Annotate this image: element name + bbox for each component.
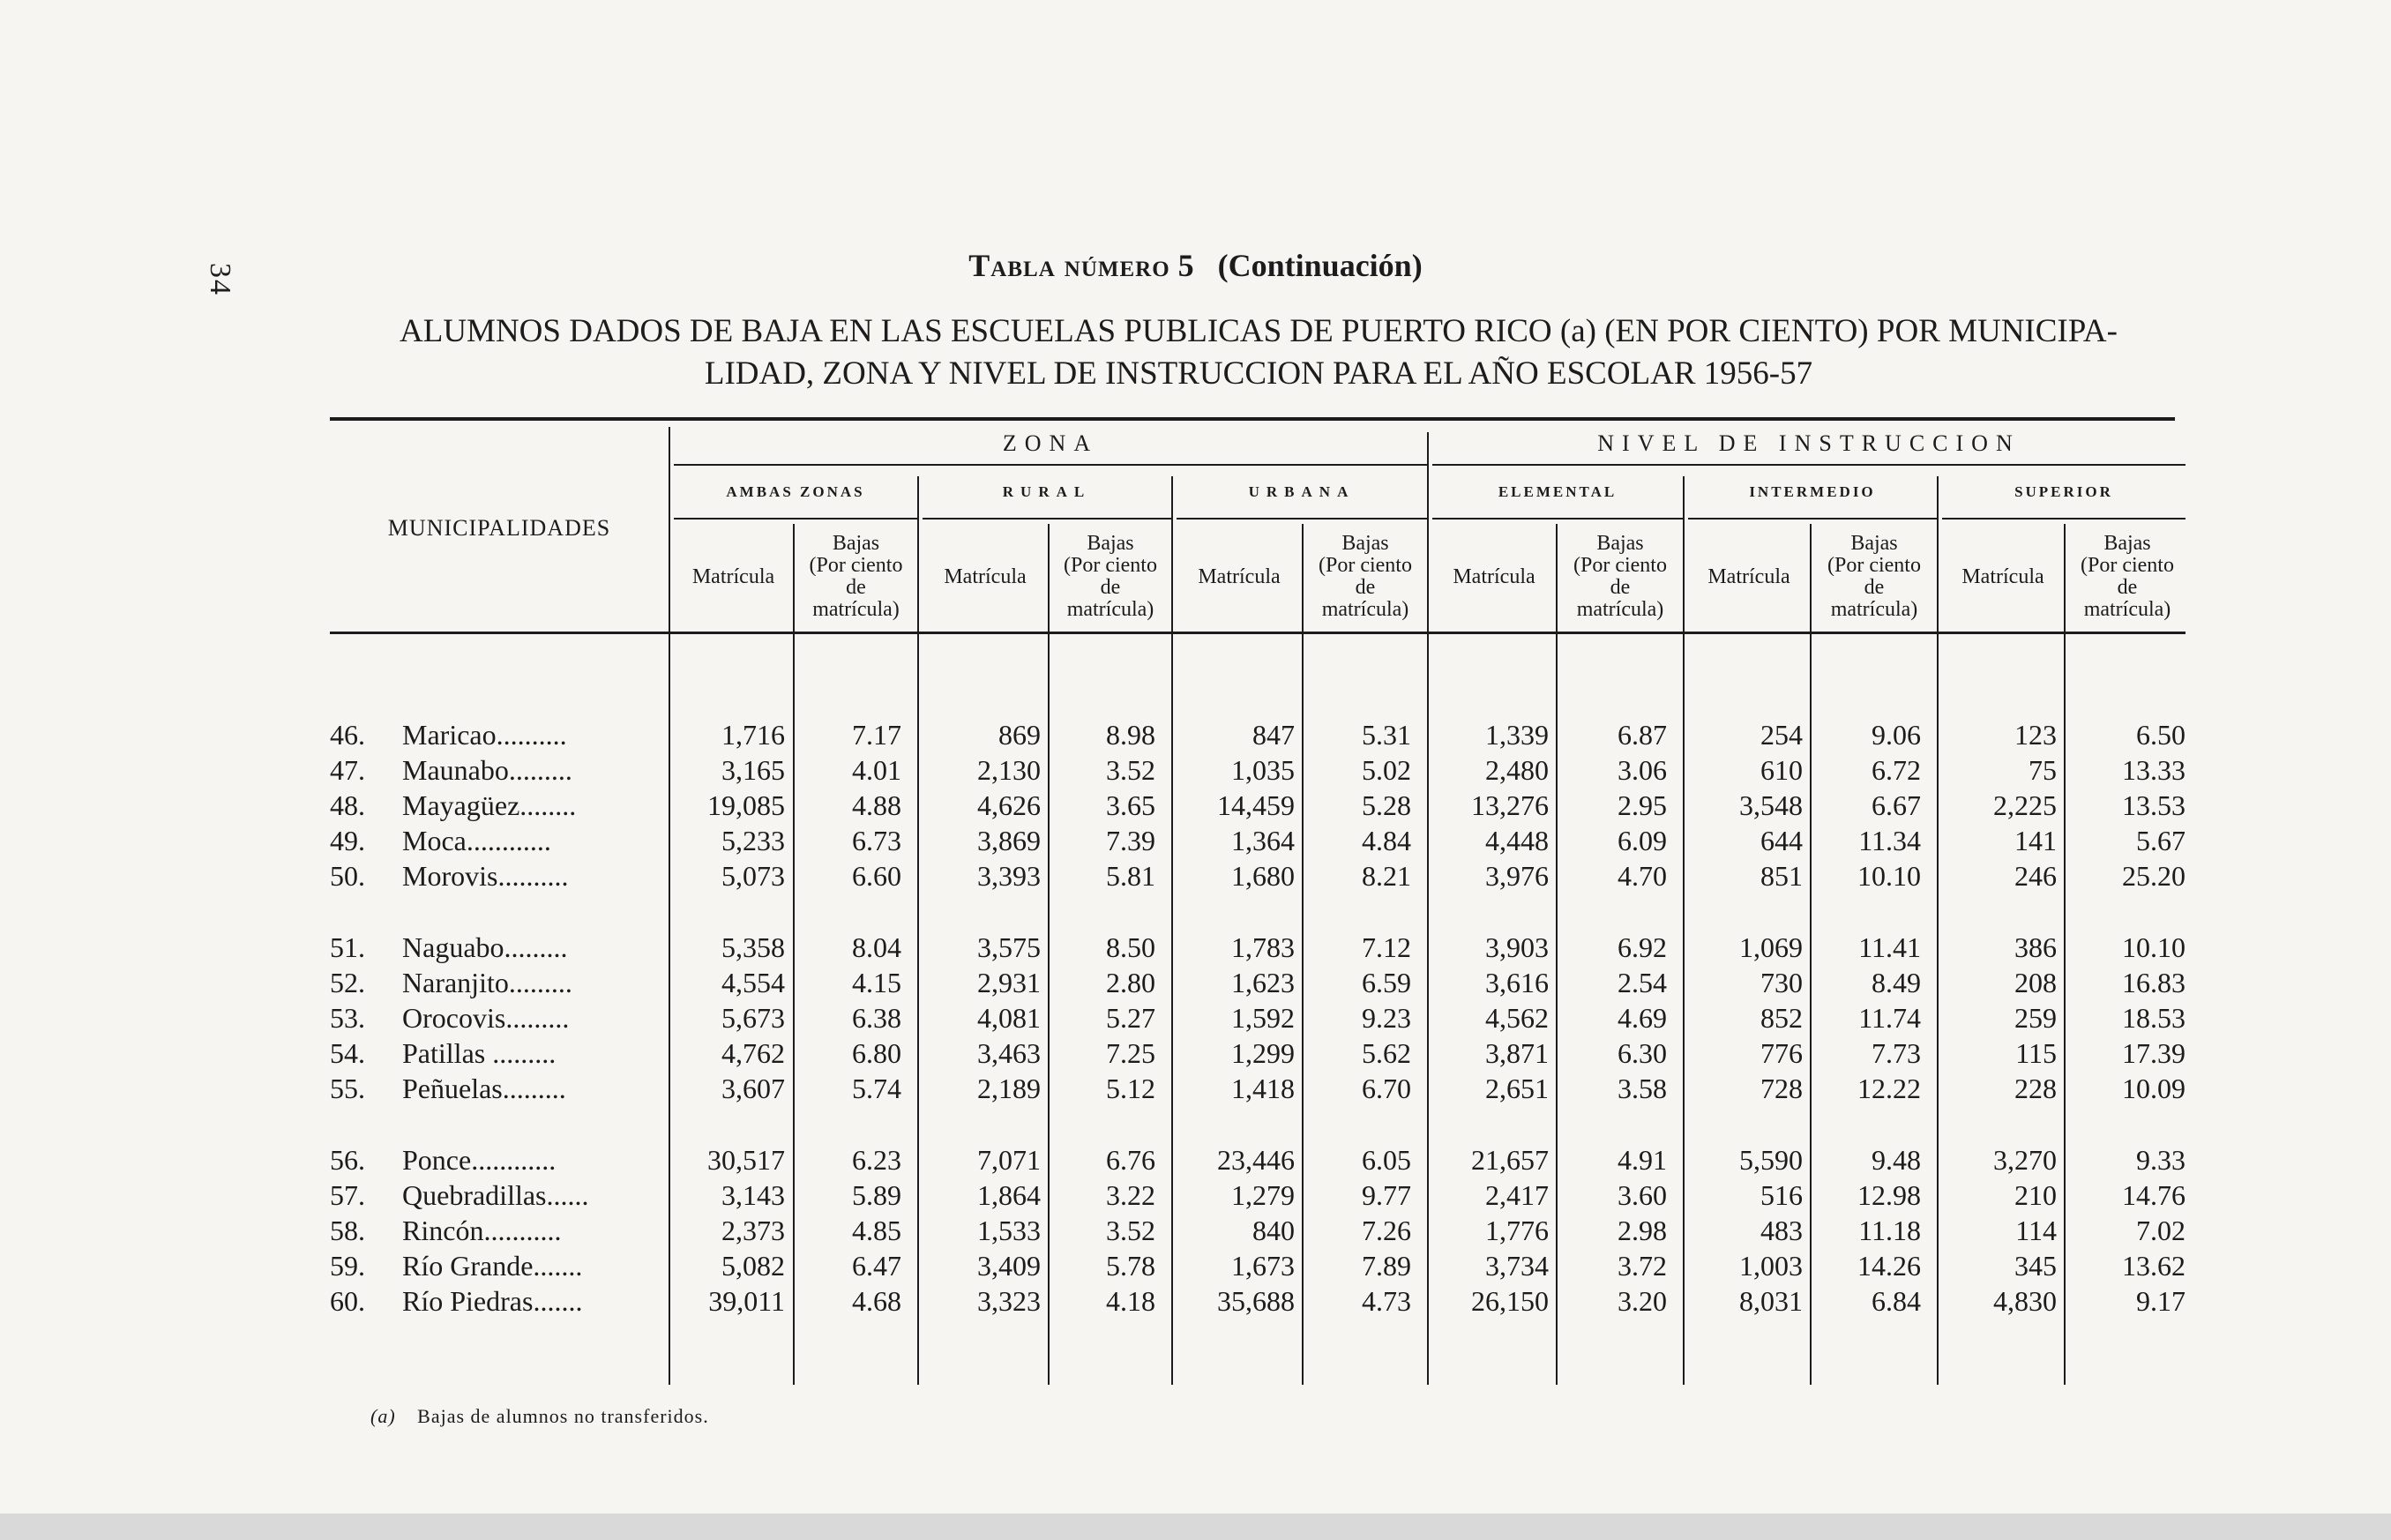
bajas-cell: 8.49 xyxy=(1872,967,1921,998)
bajas-col-header xyxy=(795,533,917,621)
municipality-name: Maricao.......... xyxy=(402,719,567,751)
bajas-col-header-line: (Por ciento xyxy=(1064,554,1157,577)
bajas-cell: 3.60 xyxy=(1618,1179,1667,1211)
bajas-cell: 7.73 xyxy=(1872,1037,1921,1069)
bajas-cell: 8.50 xyxy=(1106,931,1155,963)
bajas-cell: 7.02 xyxy=(2136,1215,2186,1246)
row-number: 47. xyxy=(330,754,365,786)
matricula-cell: 3,393 xyxy=(977,860,1041,892)
zona-header: ZONA xyxy=(1002,430,1099,456)
matricula-cell: 1,364 xyxy=(1231,825,1295,856)
bajas-cell: 4.84 xyxy=(1362,825,1411,856)
matricula-cell: 7,071 xyxy=(977,1144,1041,1176)
row-number: 49. xyxy=(330,825,365,856)
matricula-cell: 2,480 xyxy=(1485,754,1549,786)
bajas-cell: 5.12 xyxy=(1106,1073,1155,1104)
table-row xyxy=(0,1142,2391,1177)
matricula-cell: 1,623 xyxy=(1231,967,1295,998)
table-row xyxy=(0,1283,2391,1319)
sub-divider-intermedio xyxy=(1688,518,1937,520)
matricula-cell: 228 xyxy=(2014,1073,2057,1104)
matricula-cell: 1,279 xyxy=(1231,1179,1295,1211)
row-number: 53. xyxy=(330,1002,365,1034)
matricula-cell: 254 xyxy=(1760,719,1803,751)
top-rule xyxy=(330,417,2175,421)
bajas-col-header-line: de xyxy=(1355,576,1376,599)
matricula-cell: 5,233 xyxy=(721,825,785,856)
footnote xyxy=(370,1405,709,1428)
bajas-cell: 14.76 xyxy=(2122,1179,2186,1211)
bajas-cell: 10.10 xyxy=(1857,860,1921,892)
table-row xyxy=(0,788,2391,823)
bajas-cell: 6.67 xyxy=(1872,789,1921,821)
bajas-col-header-line: Bajas xyxy=(1341,532,1389,555)
row-number: 51. xyxy=(330,931,365,963)
table-title xyxy=(0,247,2391,284)
bajas-cell: 6.38 xyxy=(852,1002,901,1034)
bajas-cell: 2.95 xyxy=(1618,789,1667,821)
bajas-cell: 3.52 xyxy=(1106,754,1155,786)
bajas-cell: 11.18 xyxy=(1858,1215,1921,1246)
bajas-col-header xyxy=(1304,533,1427,621)
matricula-cell: 2,651 xyxy=(1485,1073,1549,1104)
matricula-cell: 3,463 xyxy=(977,1037,1041,1069)
sub-divider-superior xyxy=(1942,518,2186,520)
matricula-cell: 1,783 xyxy=(1231,931,1295,963)
matricula-cell: 1,680 xyxy=(1231,860,1295,892)
municipality-name: Ponce............ xyxy=(402,1144,557,1176)
bajas-cell: 7.89 xyxy=(1362,1250,1411,1282)
municipality-name: Morovis.......... xyxy=(402,860,569,892)
table-title-number: 5 xyxy=(1177,248,1194,283)
bajas-cell: 9.77 xyxy=(1362,1179,1411,1211)
matricula-cell: 3,165 xyxy=(721,754,785,786)
bajas-col-header-line: (Por ciento xyxy=(1319,554,1412,577)
bajas-cell: 11.41 xyxy=(1858,931,1921,963)
matricula-cell: 210 xyxy=(2014,1179,2057,1211)
matricula-cell: 75 xyxy=(2029,754,2057,786)
matricula-cell: 4,081 xyxy=(977,1002,1041,1034)
matricula-cell: 3,903 xyxy=(1485,931,1549,963)
bajas-col-header xyxy=(1812,533,1937,621)
bajas-cell: 6.73 xyxy=(852,825,901,856)
bajas-cell: 2.98 xyxy=(1618,1215,1667,1246)
municipality-name: Río Piedras....... xyxy=(402,1285,583,1317)
bajas-cell: 3.65 xyxy=(1106,789,1155,821)
bajas-cell: 6.30 xyxy=(1618,1037,1667,1069)
matricula-cell: 5,673 xyxy=(721,1002,785,1034)
bajas-cell: 6.05 xyxy=(1362,1144,1411,1176)
matricula-cell: 2,417 xyxy=(1485,1179,1549,1211)
municipalidades-header: MUNICIPALIDADES xyxy=(387,515,611,541)
ambas-zonas-header: AMBAS ZONAS xyxy=(726,483,865,500)
bajas-cell: 3.06 xyxy=(1618,754,1667,786)
matricula-cell: 30,517 xyxy=(707,1144,785,1176)
bajas-cell: 6.80 xyxy=(852,1037,901,1069)
matricula-cell: 1,035 xyxy=(1231,754,1295,786)
bajas-cell: 12.22 xyxy=(1857,1073,1921,1104)
bajas-col-header-line: matrícula) xyxy=(812,598,900,621)
bajas-col-header-line: (Por ciento xyxy=(1827,554,1921,577)
bajas-cell: 16.83 xyxy=(2122,967,2186,998)
bajas-col-header xyxy=(1050,533,1171,621)
table-row xyxy=(0,1213,2391,1248)
table-row xyxy=(0,1071,2391,1106)
matricula-cell: 516 xyxy=(1760,1179,1803,1211)
bajas-col-header-line: de xyxy=(1864,576,1885,599)
bajas-cell: 10.09 xyxy=(2122,1073,2186,1104)
matricula-cell: 19,085 xyxy=(707,789,785,821)
matricula-cell: 2,931 xyxy=(977,967,1041,998)
bajas-cell: 14.26 xyxy=(1857,1250,1921,1282)
matricula-cell: 1,716 xyxy=(721,719,785,751)
municipality-name: Mayagüez........ xyxy=(402,789,577,821)
table-row xyxy=(0,1177,2391,1213)
bajas-cell: 9.48 xyxy=(1872,1144,1921,1176)
matricula-cell: 2,373 xyxy=(721,1215,785,1246)
matricula-cell: 3,323 xyxy=(977,1285,1041,1317)
bajas-cell: 6.47 xyxy=(852,1250,901,1282)
bajas-cell: 13.62 xyxy=(2122,1250,2186,1282)
nivel-divider xyxy=(1432,464,2186,466)
matricula-cell: 114 xyxy=(2015,1215,2057,1246)
table-row xyxy=(0,823,2391,858)
bajas-cell: 7.17 xyxy=(852,719,901,751)
matricula-cell: 483 xyxy=(1760,1215,1803,1246)
bajas-col-header-line: Bajas xyxy=(1596,532,1644,555)
matricula-cell: 3,548 xyxy=(1739,789,1803,821)
matricula-cell: 610 xyxy=(1760,754,1803,786)
matricula-cell: 208 xyxy=(2014,967,2057,998)
bajas-cell: 9.06 xyxy=(1872,719,1921,751)
matricula-cell: 776 xyxy=(1760,1037,1803,1069)
bajas-cell: 13.53 xyxy=(2122,789,2186,821)
matricula-cell: 3,143 xyxy=(721,1179,785,1211)
bajas-cell: 18.53 xyxy=(2122,1002,2186,1034)
bajas-cell: 5.02 xyxy=(1362,754,1411,786)
matricula-cell: 1,673 xyxy=(1231,1250,1295,1282)
matricula-cell: 1,069 xyxy=(1739,931,1803,963)
matricula-cell: 1,299 xyxy=(1231,1037,1295,1069)
matricula-cell: 13,276 xyxy=(1471,789,1549,821)
bajas-cell: 9.33 xyxy=(2136,1144,2186,1176)
matricula-cell: 123 xyxy=(2014,719,2057,751)
matricula-cell: 14,459 xyxy=(1217,789,1295,821)
bajas-cell: 6.84 xyxy=(1872,1285,1921,1317)
bajas-cell: 5.62 xyxy=(1362,1037,1411,1069)
bajas-cell: 3.22 xyxy=(1106,1179,1155,1211)
matricula-col-header: Matrícula xyxy=(691,565,775,588)
bajas-cell: 2.80 xyxy=(1106,967,1155,998)
bajas-cell: 6.23 xyxy=(852,1144,901,1176)
row-number: 57. xyxy=(330,1179,365,1211)
bajas-col-header-line: (Por ciento xyxy=(809,554,903,577)
table-row xyxy=(0,1035,2391,1071)
bajas-cell: 3.52 xyxy=(1106,1215,1155,1246)
matricula-cell: 141 xyxy=(2014,825,2057,856)
bajas-col-header-line: (Por ciento xyxy=(1573,554,1667,577)
row-number: 58. xyxy=(330,1215,365,1246)
matricula-cell: 840 xyxy=(1252,1215,1295,1246)
matricula-col-header: Matrícula xyxy=(1198,565,1281,588)
bajas-col-header-line: matrícula) xyxy=(1576,598,1664,621)
bajas-cell: 5.78 xyxy=(1106,1250,1155,1282)
row-number: 52. xyxy=(330,967,365,998)
matricula-cell: 2,225 xyxy=(1993,789,2057,821)
matricula-col-header: Matrícula xyxy=(1707,565,1790,588)
matricula-cell: 259 xyxy=(2014,1002,2057,1034)
matricula-cell: 1,003 xyxy=(1739,1250,1803,1282)
matricula-cell: 2,189 xyxy=(977,1073,1041,1104)
matricula-cell: 23,446 xyxy=(1217,1144,1295,1176)
bajas-cell: 8.21 xyxy=(1362,860,1411,892)
bajas-cell: 6.60 xyxy=(852,860,901,892)
bajas-cell: 3.58 xyxy=(1618,1073,1667,1104)
footnote-mark: (a) xyxy=(370,1405,396,1427)
municipality-name: Patillas ......... xyxy=(402,1037,557,1069)
matricula-col-header: Matrícula xyxy=(1453,565,1535,588)
bajas-cell: 6.59 xyxy=(1362,967,1411,998)
bajas-cell: 4.91 xyxy=(1618,1144,1667,1176)
bajas-cell: 4.73 xyxy=(1362,1285,1411,1317)
matricula-cell: 3,616 xyxy=(1485,967,1549,998)
sub-divider-rural xyxy=(923,518,1171,520)
bajas-col-header-line: Bajas xyxy=(2103,532,2151,555)
bajas-cell: 5.67 xyxy=(2136,825,2186,856)
row-number: 48. xyxy=(330,789,365,821)
bajas-cell: 3.20 xyxy=(1618,1285,1667,1317)
municipality-name: Naguabo......... xyxy=(402,931,568,963)
matricula-cell: 8,031 xyxy=(1739,1285,1803,1317)
bajas-cell: 4.88 xyxy=(852,789,901,821)
bajas-col-header-line: matrícula) xyxy=(1830,598,1918,621)
bajas-col-header-line: Bajas xyxy=(832,532,880,555)
bajas-col-header-line: de xyxy=(2117,576,2138,599)
rural-header: RURAL xyxy=(1002,483,1092,500)
matricula-cell: 5,590 xyxy=(1739,1144,1803,1176)
bajas-col-header-line: (Por ciento xyxy=(2081,554,2174,577)
matricula-cell: 1,418 xyxy=(1231,1073,1295,1104)
matricula-cell: 1,339 xyxy=(1485,719,1549,751)
heading-line-1: ALUMNOS DADOS DE BAJA EN LAS ESCUELAS PUBLICAS DE PUERTO RICO (a) (EN POR CIENTO) POR MUNICIPA- xyxy=(400,313,2118,349)
matricula-cell: 5,073 xyxy=(721,860,785,892)
matricula-cell: 3,270 xyxy=(1993,1144,2057,1176)
urbana-header: URBANA xyxy=(1248,483,1356,500)
bajas-cell: 4.68 xyxy=(852,1285,901,1317)
bajas-cell: 4.69 xyxy=(1618,1002,1667,1034)
bajas-cell: 17.39 xyxy=(2122,1037,2186,1069)
superior-header: SUPERIOR xyxy=(2014,483,2113,500)
matricula-cell: 35,688 xyxy=(1217,1285,1295,1317)
row-number: 46. xyxy=(330,719,365,751)
bajas-cell: 11.34 xyxy=(1858,825,1921,856)
bajas-cell: 7.26 xyxy=(1362,1215,1411,1246)
matricula-col-header: Matrícula xyxy=(944,565,1027,588)
matricula-cell: 21,657 xyxy=(1471,1144,1549,1176)
bajas-cell: 2.54 xyxy=(1618,967,1667,998)
matricula-col-header: Matrícula xyxy=(1961,565,2044,588)
bajas-cell: 3.72 xyxy=(1618,1250,1667,1282)
bajas-cell: 7.39 xyxy=(1106,825,1155,856)
bajas-cell: 4.85 xyxy=(852,1215,901,1246)
municipality-name: Rincón........... xyxy=(402,1215,562,1246)
bajas-cell: 4.15 xyxy=(852,967,901,998)
municipality-name: Naranjito......... xyxy=(402,967,572,998)
bajas-cell: 5.31 xyxy=(1362,719,1411,751)
matricula-cell: 851 xyxy=(1760,860,1803,892)
municipality-name: Maunabo......... xyxy=(402,754,572,786)
row-number: 60. xyxy=(330,1285,365,1317)
matricula-cell: 1,592 xyxy=(1231,1002,1295,1034)
municipality-name: Río Grande....... xyxy=(402,1250,583,1282)
row-number: 54. xyxy=(330,1037,365,1069)
matricula-cell: 644 xyxy=(1760,825,1803,856)
bajas-cell: 6.50 xyxy=(2136,719,2186,751)
bajas-cell: 7.12 xyxy=(1362,931,1411,963)
matricula-cell: 5,358 xyxy=(721,931,785,963)
bajas-cell: 5.81 xyxy=(1106,860,1155,892)
matricula-cell: 1,533 xyxy=(977,1215,1041,1246)
bajas-col-header xyxy=(2066,533,2189,621)
zona-divider xyxy=(674,464,1427,466)
footnote-text: Bajas de alumnos no transferidos. xyxy=(417,1405,709,1427)
nivel-header: NIVEL DE INSTRUCCION xyxy=(1597,430,2021,456)
matricula-cell: 4,762 xyxy=(721,1037,785,1069)
matricula-cell: 3,871 xyxy=(1485,1037,1549,1069)
matricula-cell: 4,562 xyxy=(1485,1002,1549,1034)
bajas-cell: 6.87 xyxy=(1618,719,1667,751)
bajas-cell: 10.10 xyxy=(2122,931,2186,963)
bajas-cell: 6.76 xyxy=(1106,1144,1155,1176)
row-number: 59. xyxy=(330,1250,365,1282)
bajas-col-header-line: matrícula) xyxy=(2083,598,2171,621)
table-row xyxy=(0,858,2391,893)
bajas-cell: 5.27 xyxy=(1106,1002,1155,1034)
matricula-cell: 728 xyxy=(1760,1073,1803,1104)
row-number: 55. xyxy=(330,1073,365,1104)
matricula-cell: 2,130 xyxy=(977,754,1041,786)
bajas-col-header-line: de xyxy=(846,576,866,599)
matricula-cell: 852 xyxy=(1760,1002,1803,1034)
bajas-cell: 7.25 xyxy=(1106,1037,1155,1069)
matricula-cell: 3,976 xyxy=(1485,860,1549,892)
matricula-cell: 3,575 xyxy=(977,931,1041,963)
header-bottom-rule xyxy=(330,632,2186,634)
table-title-prefix: Tabla número xyxy=(968,248,1170,283)
bajas-col-header-line: de xyxy=(1610,576,1631,599)
bajas-col-header-line: matrícula) xyxy=(1066,598,1154,621)
bajas-cell: 4.70 xyxy=(1618,860,1667,892)
bajas-cell: 4.01 xyxy=(852,754,901,786)
bajas-cell: 9.23 xyxy=(1362,1002,1411,1034)
matricula-cell: 4,626 xyxy=(977,789,1041,821)
municipality-name: Peñuelas......... xyxy=(402,1073,566,1104)
matricula-cell: 5,082 xyxy=(721,1250,785,1282)
page-number: 34 xyxy=(204,263,236,296)
heading-line-2: LIDAD, ZONA Y NIVEL DE INSTRUCCION PARA EL AÑO ESCOLAR 1956-57 xyxy=(704,355,1813,392)
bajas-cell: 6.92 xyxy=(1618,931,1667,963)
intermedio-header: INTERMEDIO xyxy=(1749,483,1876,500)
table-row xyxy=(0,1000,2391,1035)
matricula-cell: 3,869 xyxy=(977,825,1041,856)
bajas-col-header-line: de xyxy=(1100,576,1121,599)
bajas-cell: 9.17 xyxy=(2136,1285,2186,1317)
bajas-cell: 8.04 xyxy=(852,931,901,963)
municipality-name: Quebradillas...... xyxy=(402,1179,589,1211)
matricula-cell: 4,554 xyxy=(721,967,785,998)
matricula-cell: 847 xyxy=(1252,719,1295,751)
matricula-cell: 39,011 xyxy=(708,1285,785,1317)
bajas-cell: 6.09 xyxy=(1618,825,1667,856)
matricula-cell: 730 xyxy=(1760,967,1803,998)
table-row xyxy=(0,1248,2391,1283)
table-row xyxy=(0,930,2391,965)
matricula-cell: 4,448 xyxy=(1485,825,1549,856)
table-row xyxy=(0,965,2391,1000)
sub-divider-elemental xyxy=(1432,518,1683,520)
bajas-cell: 5.74 xyxy=(852,1073,901,1104)
matricula-cell: 115 xyxy=(2015,1037,2057,1069)
bajas-cell: 6.72 xyxy=(1872,754,1921,786)
bajas-col-header-line: matrícula) xyxy=(1321,598,1409,621)
municipality-name: Orocovis......... xyxy=(402,1002,570,1034)
matricula-cell: 1,776 xyxy=(1485,1215,1549,1246)
matricula-cell: 345 xyxy=(2014,1250,2057,1282)
bajas-cell: 12.98 xyxy=(1857,1179,1921,1211)
bajas-cell: 5.28 xyxy=(1362,789,1411,821)
municipality-name: Moca............ xyxy=(402,825,551,856)
matricula-cell: 3,409 xyxy=(977,1250,1041,1282)
row-number: 56. xyxy=(330,1144,365,1176)
matricula-cell: 4,830 xyxy=(1993,1285,2057,1317)
table-heading xyxy=(328,310,2189,395)
elemental-header: ELEMENTAL xyxy=(1498,483,1618,500)
bajas-cell: 13.33 xyxy=(2122,754,2186,786)
sub-divider-ambas xyxy=(674,518,917,520)
row-number: 50. xyxy=(330,860,365,892)
table-title-suffix: (Continuación) xyxy=(1217,248,1423,283)
table-row xyxy=(0,752,2391,788)
table-row xyxy=(0,717,2391,752)
matricula-cell: 246 xyxy=(2014,860,2057,892)
bajas-col-header xyxy=(1558,533,1683,621)
bajas-cell: 6.70 xyxy=(1362,1073,1411,1104)
matricula-cell: 3,607 xyxy=(721,1073,785,1104)
matricula-cell: 1,864 xyxy=(977,1179,1041,1211)
matricula-cell: 869 xyxy=(998,719,1041,751)
bajas-cell: 25.20 xyxy=(2122,860,2186,892)
bajas-cell: 8.98 xyxy=(1106,719,1155,751)
bajas-col-header-line: Bajas xyxy=(1087,532,1134,555)
sub-divider-urbana xyxy=(1177,518,1427,520)
matricula-cell: 26,150 xyxy=(1471,1285,1549,1317)
bajas-cell: 11.74 xyxy=(1858,1002,1921,1034)
scan-edge xyxy=(0,1514,2391,1540)
bajas-cell: 5.89 xyxy=(852,1179,901,1211)
matricula-cell: 3,734 xyxy=(1485,1250,1549,1282)
bajas-cell: 4.18 xyxy=(1106,1285,1155,1317)
bajas-col-header-line: Bajas xyxy=(1850,532,1898,555)
matricula-cell: 386 xyxy=(2014,931,2057,963)
